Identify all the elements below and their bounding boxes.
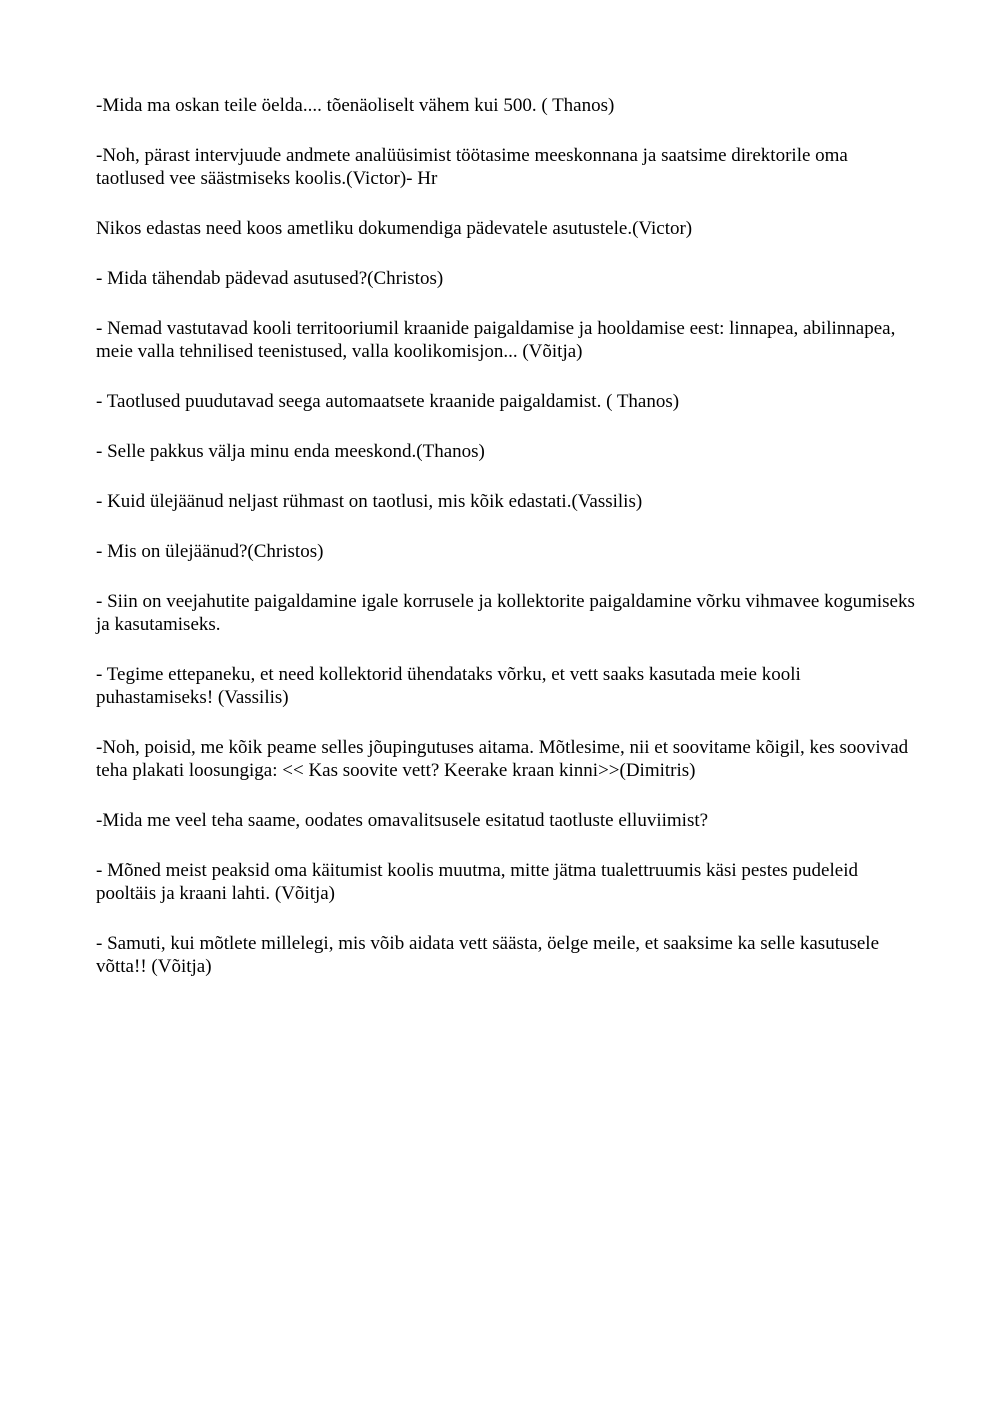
paragraph-13: -Mida me veel teha saame, oodates omavalitsusele esitatud taotluste elluviimist?	[96, 810, 709, 831]
paragraph-1: -Mida ma oskan teile öelda.... tõenäoliselt vähem kui 500. ( Thanos)	[96, 95, 615, 116]
paragraph-15: - Samuti, kui mõtlete millelegi, mis võib aidata vett säästa, öelge meile, et saaksime ka selle kasutusele võtta!! (Võitja)	[96, 933, 880, 977]
paragraph-8: - Kuid ülejäänud neljast rühmast on taotlusi, mis kõik edastati.(Vassilis)	[96, 491, 643, 512]
paragraph-9: - Mis on ülejäänud?(Christos)	[96, 541, 324, 562]
document-page	[96, 94, 916, 1005]
paragraph-11: - Tegime ettepaneku, et need kollektorid ühendataks võrku, et vett saaks kasutada meie kooli puhastamiseks! (Vassilis)	[96, 664, 801, 708]
paragraph-12: -Noh, poisid, me kõik peame selles jõupingutuses aitama. Mõtlesime, nii et soovitame kõigil, kes soovivad teha plakati loosungiga: << Kas soovite vett? Keerake kraan kinni>>(Dimitris)	[96, 737, 909, 781]
paragraph-7: - Selle pakkus välja minu enda meeskond.(Thanos)	[96, 441, 485, 462]
paragraph-5: - Nemad vastutavad kooli territooriumil kraanide paigaldamise ja hooldamise eest: linnapea, abilinnapea, meie valla tehnilised teenistused, valla koolikomisjon... (Võitja)	[96, 318, 896, 362]
paragraph-3: Nikos edastas need koos ametliku dokumendiga pädevatele asutustele.(Victor)	[96, 218, 693, 239]
paragraph-14: - Mõned meist peaksid oma käitumist koolis muutma, mitte jätma tualettruumis käsi pestes pudeleid pooltäis ja kraani lahti. (Võitja)	[96, 860, 858, 904]
paragraph-4: - Mida tähendab pädevad asutused?(Christos)	[96, 268, 444, 289]
paragraph-6: - Taotlused puudutavad seega automaatsete kraanide paigaldamist. ( Thanos)	[96, 391, 680, 412]
paragraph-2: -Noh, pärast intervjuude andmete analüüsimist töötasime meeskonnana ja saatsime direktorile oma taotlused vee säästmiseks koolis.(Victor)- Hr	[96, 145, 848, 189]
paragraph-10: - Siin on veejahutite paigaldamine igale korrusele ja kollektorite paigaldamine võrku vihmavee kogumiseks ja kasutamiseks.	[96, 591, 915, 635]
